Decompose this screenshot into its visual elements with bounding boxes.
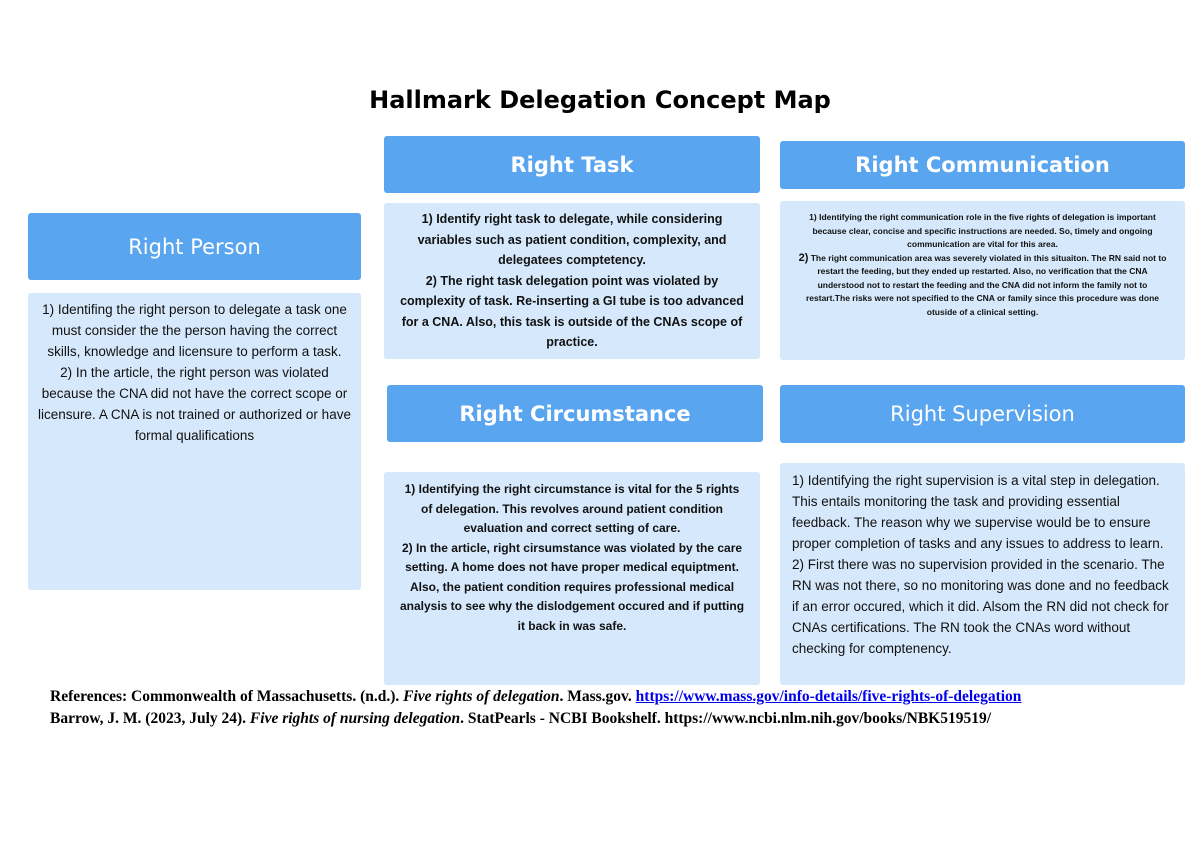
reference-1 [50, 686, 1170, 708]
right-communication-box [780, 201, 1185, 360]
right-circumstance-header: Right Circumstance [387, 385, 763, 442]
right-circumstance-point-2: 2) In the article, right cirsumstance was violated by the care setting. A home does not have proper medical equiptment. Also, the patient condition requires professional medical analysis to see why the dislodgement occured and if putting it back in was safe. [399, 540, 745, 633]
right-circumstance-box [384, 472, 760, 685]
right-communication-point-1: 1) Identifying the right communication role in the five rights of delegation is important because clear, concise and specific instructions are needed. So, timely and ongoing communication are vital for this area. [809, 212, 1156, 249]
right-supervision-point-1: 1) Identifying the right supervision is a vital step in delegation. This entails monitoring the task and providing essential feedback. The reason why we supervise would be to ensure proper completion of tasks and any issues to address to learn. [792, 473, 1164, 551]
reference-1-author: References: Commonwealth of Massachusetts. (n.d.). [50, 688, 404, 705]
reference-2-source: . StatPearls - NCBI Bookshelf. https://www.ncbi.nlm.nih.gov/books/NBK519519/ [460, 710, 992, 727]
right-person-point-1: 1) Identifing the right person to delegate a task one must consider the the person having the correct skills, knowledge and licensure to perform a task. [42, 302, 347, 359]
reference-2-title: Five rights of nursing delegation [249, 710, 461, 727]
reference-1-link[interactable]: https://www.mass.gov/info-details/five-rights-of-delegation [635, 688, 1022, 705]
right-supervision-point-2: 2) First there was no supervision provided in the scenario. The RN was not there, so no monitoring was done and no feedback if an error occured, which it did. Alsom the RN did not check for CNAs certifications. The RN took the CNAs word without checking for comptenency. [792, 557, 1169, 656]
right-supervision-header: Right Supervision [780, 385, 1185, 443]
right-task-point-2: 2) The right task delegation point was violated by complexity of task. Re-inserting a GI tube is too advanced for a CNA. Also, this task is outside of the CNAs scope of practice. [400, 273, 744, 349]
right-communication-point-2-text: The right communication area was severely violated in this situaiton. The RN said not to restart the feeding, but they ended up restarted. Also, no verification that the CNA understood not to restart the feeding and the CNA did not inform the family not to restart.The risks were not specified to the CNA or family since this procedure was done otuside of a clinical setting. [805, 252, 1167, 317]
right-task-box [384, 203, 760, 359]
right-communication-point-2-number: 2) [798, 251, 809, 264]
reference-2-author: Barrow, J. M. (2023, July 24). [50, 710, 250, 727]
right-communication-point-2 [798, 252, 1167, 320]
right-task-header: Right Task [384, 136, 760, 193]
right-person-box [28, 293, 361, 590]
right-supervision-box [780, 463, 1185, 685]
reference-2 [50, 708, 1170, 730]
reference-1-title: Five rights of delegation [403, 688, 560, 705]
references [50, 686, 1170, 730]
right-person-header: Right Person [28, 213, 361, 280]
reference-1-source: . Mass.gov. [559, 688, 636, 705]
right-communication-header: Right Communication [780, 141, 1185, 189]
right-task-point-1: 1) Identify right task to delegate, while considering variables such as patient condition, complexity, and delegatees comptetency. [417, 212, 727, 267]
right-circumstance-point-1: 1) Identifying the right circumstance is vital for the 5 rights of delegation. This revolves around patient condition evaluation and correct setting of care. [404, 482, 740, 535]
right-person-point-2: 2) In the article, the right person was violated because the CNA did not have the correct scope or licensure. A CNA is not trained or authorized or have formal qualifications [38, 365, 351, 443]
page-title: Hallmark Delegation Concept Map [369, 86, 831, 114]
